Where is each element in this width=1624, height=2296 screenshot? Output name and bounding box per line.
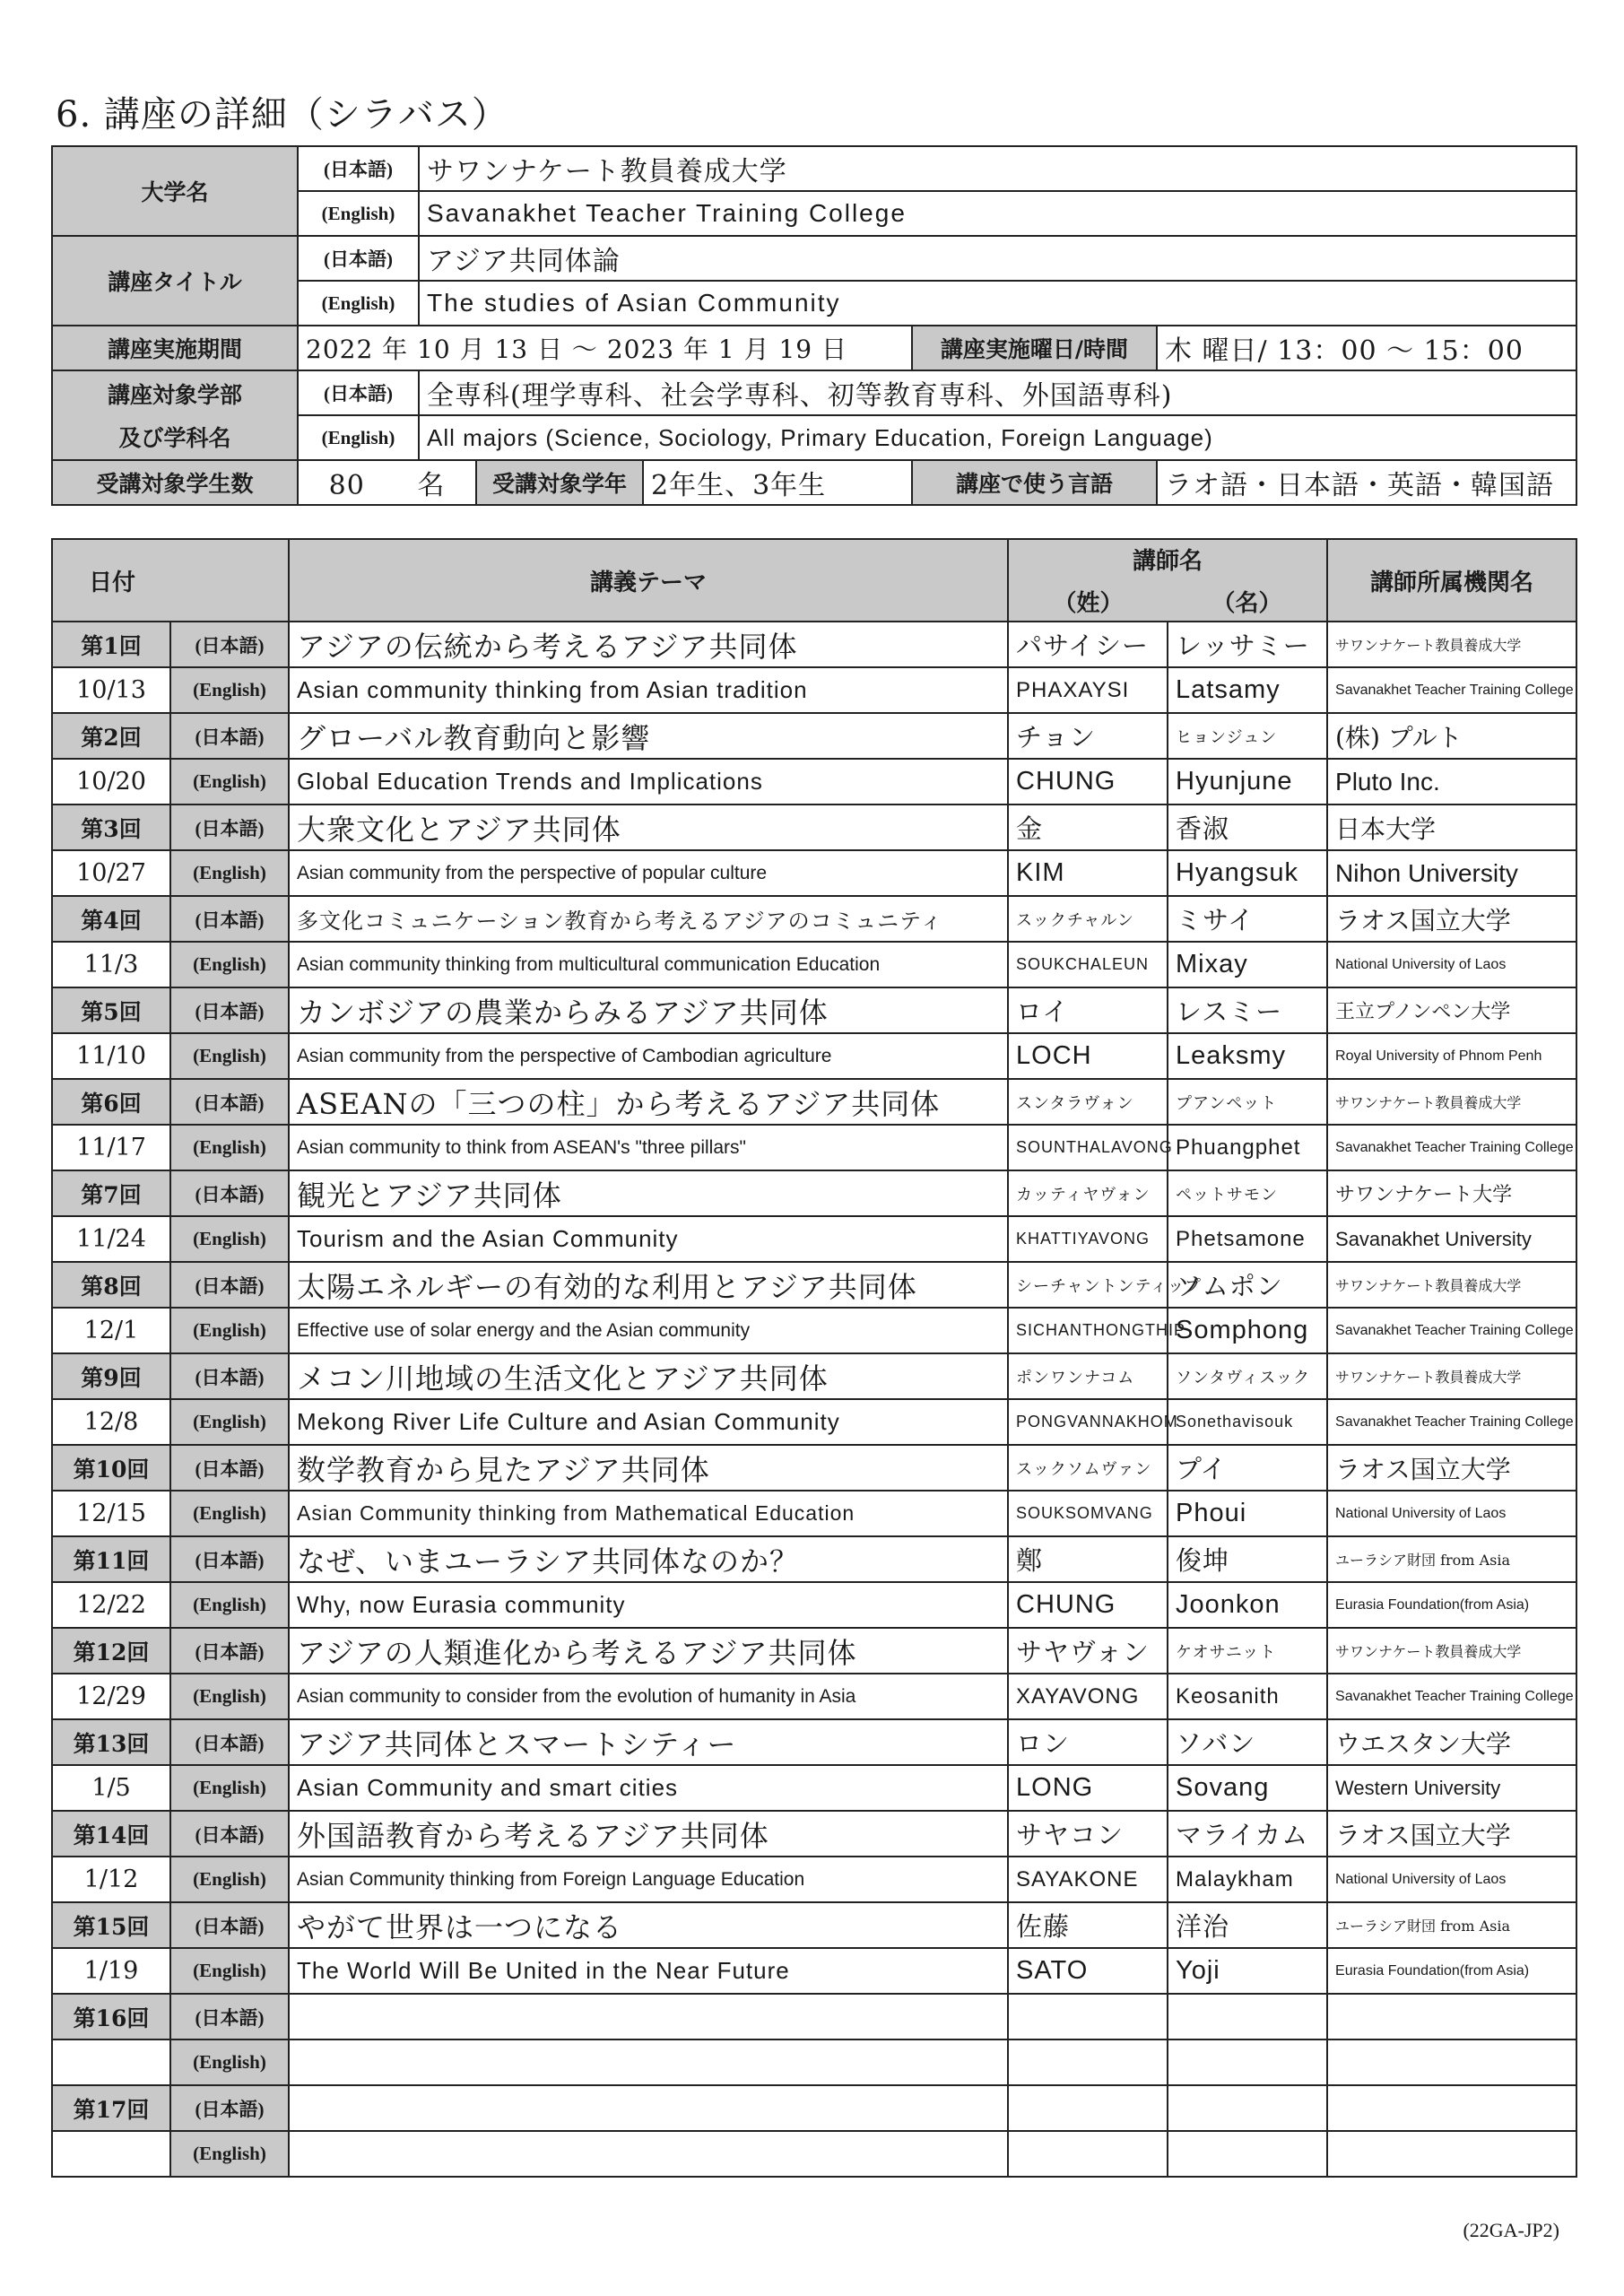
surname-en: CHUNG: [1008, 759, 1168, 804]
en-tag: (English): [170, 2039, 289, 2085]
given-name-ja: ケオサニット: [1168, 1628, 1327, 1674]
session-date: 11/17: [52, 1125, 170, 1170]
surname-ja: パサイシー: [1008, 622, 1168, 667]
ja-tag: (日本語): [170, 987, 289, 1033]
course-title-label: 講座タイトル: [52, 236, 298, 326]
given-name-ja: 洋治: [1168, 1902, 1327, 1948]
university-ja: サワンナケート教員養成大学: [419, 146, 1576, 191]
theme-ja: アジア共同体とスマートシティー: [289, 1719, 1008, 1765]
session-date: 1/19: [52, 1948, 170, 1994]
lecturer-header-title: 講師名: [1133, 548, 1203, 575]
affiliation-en: Savanakhet University: [1327, 1216, 1576, 1262]
session-row-en: [52, 1216, 1576, 1262]
surname-en: LONG: [1008, 1765, 1168, 1811]
session-date: 10/27: [52, 850, 170, 896]
ja-tag: (日本語): [170, 1811, 289, 1857]
session-date: 12/15: [52, 1491, 170, 1536]
session-row-ja: [52, 1445, 1576, 1491]
session-date: [52, 2039, 170, 2085]
affiliation-ja: 王立プノンペン大学: [1327, 987, 1576, 1033]
session-number: 第2回: [52, 713, 170, 759]
session-number: 第15回: [52, 1902, 170, 1948]
dept-label: [52, 370, 298, 460]
given-name-ja: ペットサモン: [1168, 1170, 1327, 1216]
given-name-en: Phuangphet: [1168, 1125, 1327, 1170]
surname-ja: 金: [1008, 804, 1168, 850]
session-number: 第9回: [52, 1353, 170, 1399]
ja-tag: (日本語): [170, 1628, 289, 1674]
session-row-ja: [52, 1536, 1576, 1582]
session-number: 第12回: [52, 1628, 170, 1674]
session-row-en: [52, 759, 1576, 804]
session-number: 第1回: [52, 622, 170, 667]
en-tag: (English): [170, 2131, 289, 2177]
session-number: 第14回: [52, 1811, 170, 1857]
surname-en: LOCH: [1008, 1033, 1168, 1079]
session-row-ja: [52, 1170, 1576, 1216]
session-row-en: [52, 667, 1576, 713]
affiliation-ja: サワンナケート教員養成大学: [1327, 622, 1576, 667]
session-row-en: [52, 1582, 1576, 1628]
university-label: 大学名: [52, 146, 298, 236]
en-tag: (English): [298, 281, 419, 326]
given-name-en: Phetsamone: [1168, 1216, 1327, 1262]
session-row-ja: [52, 987, 1576, 1033]
surname-en: [1008, 2039, 1168, 2085]
affiliation-ja: サワンナケート教員養成大学: [1327, 1353, 1576, 1399]
session-row-en: [52, 2131, 1576, 2177]
en-tag: (English): [170, 1582, 289, 1628]
surname-en: SOUNTHALAVONG: [1008, 1125, 1168, 1170]
ja-tag: (日本語): [298, 370, 419, 415]
surname-en: KIM: [1008, 850, 1168, 896]
given-name-ja: プアンペット: [1168, 1079, 1327, 1125]
theme-ja: 大衆文化とアジア共同体: [289, 804, 1008, 850]
theme-ja: 太陽エネルギーの有効的な利用とアジア共同体: [289, 1262, 1008, 1308]
ja-tag: (日本語): [170, 1994, 289, 2039]
session-row-en: [52, 1033, 1576, 1079]
affiliation-ja: ユーラシア財団 from Asia: [1327, 1902, 1576, 1948]
session-row-en: [52, 1491, 1576, 1536]
surname-en: SAYAKONE: [1008, 1857, 1168, 1902]
theme-ja: 数学教育から見たアジア共同体: [289, 1445, 1008, 1491]
given-name-en: Joonkon: [1168, 1582, 1327, 1628]
surname-ja: 鄭: [1008, 1536, 1168, 1582]
affiliation-ja: ウエスタン大学: [1327, 1719, 1576, 1765]
session-row-ja: [52, 1994, 1576, 2039]
surname-en: SOUKCHALEUN: [1008, 942, 1168, 987]
given-name-ja: [1168, 2085, 1327, 2131]
affiliation-en: Savanakhet Teacher Training College: [1327, 1308, 1576, 1353]
affiliation-en: Nihon University: [1327, 850, 1576, 896]
session-row-ja: [52, 1262, 1576, 1308]
surname-en: CHUNG: [1008, 1582, 1168, 1628]
dept-label-line-2: 及び学科名: [118, 425, 231, 451]
surname-ja: スンタラヴォン: [1008, 1079, 1168, 1125]
ja-tag: (日本語): [170, 622, 289, 667]
ja-tag: (日本語): [298, 146, 419, 191]
theme-en: Asian Community and smart cities: [289, 1765, 1008, 1811]
affiliation-en: Royal University of Phnom Penh: [1327, 1033, 1576, 1079]
given-name-ja: ソンタヴィスック: [1168, 1353, 1327, 1399]
affiliation-en: Savanakhet Teacher Training College: [1327, 1125, 1576, 1170]
surname-ja: カッティヤヴォン: [1008, 1170, 1168, 1216]
en-tag: (English): [170, 1399, 289, 1445]
session-row-ja: [52, 1628, 1576, 1674]
given-name-en: Hyunjune: [1168, 759, 1327, 804]
page-title: 6. 講座の詳細（シラバス）: [56, 94, 508, 135]
theme-en: Why, now Eurasia community: [289, 1582, 1008, 1628]
affiliation-ja: サワンナケート教員養成大学: [1327, 1628, 1576, 1674]
surname-ja: スックソムヴァン: [1008, 1445, 1168, 1491]
year-label: 受講対象学年: [476, 460, 643, 505]
theme-en: Effective use of solar energy and the Asian community: [289, 1308, 1008, 1353]
ja-tag: (日本語): [170, 1902, 289, 1948]
en-tag: (English): [170, 1125, 289, 1170]
students-unit: 名: [417, 470, 446, 501]
surname-ja: シーチャントンティップ: [1008, 1262, 1168, 1308]
surname-en: XAYAVONG: [1008, 1674, 1168, 1719]
theme-en: [289, 2131, 1008, 2177]
given-name-en: Somphong: [1168, 1308, 1327, 1353]
day-time-value: 木 曜日/ 13：00 ～ 15：00: [1157, 326, 1576, 370]
affiliation-en: Pluto Inc.: [1327, 759, 1576, 804]
session-number: 第11回: [52, 1536, 170, 1582]
session-row-en: [52, 1765, 1576, 1811]
given-name-en: [1168, 2131, 1327, 2177]
en-tag: (English): [170, 1033, 289, 1079]
ja-tag: (日本語): [170, 804, 289, 850]
en-tag: (English): [170, 1674, 289, 1719]
affiliation-header: 講師所属機関名: [1327, 539, 1576, 622]
en-tag: (English): [170, 759, 289, 804]
given-name-en: Yoji: [1168, 1948, 1327, 1994]
given-name-ja: プイ: [1168, 1445, 1327, 1491]
en-tag: (English): [170, 1216, 289, 1262]
ja-tag: (日本語): [170, 2085, 289, 2131]
surname-en: SATO: [1008, 1948, 1168, 1994]
ja-tag: (日本語): [170, 1536, 289, 1582]
session-row-en: [52, 1674, 1576, 1719]
ja-tag: (日本語): [170, 1719, 289, 1765]
affiliation-en: Eurasia Foundation(from Asia): [1327, 1582, 1576, 1628]
given-name-ja: [1168, 1994, 1327, 2039]
session-number: 第4回: [52, 896, 170, 942]
en-tag: (English): [170, 667, 289, 713]
session-date: 11/3: [52, 942, 170, 987]
affiliation-en: Savanakhet Teacher Training College: [1327, 1399, 1576, 1445]
affiliation-ja: ラオス国立大学: [1327, 1811, 1576, 1857]
session-date: 10/20: [52, 759, 170, 804]
document-code: (22GA-JP2): [1463, 2219, 1559, 2241]
affiliation-ja: サワンナケート教員養成大学: [1327, 1262, 1576, 1308]
affiliation-ja: ユーラシア財団 from Asia: [1327, 1536, 1576, 1582]
session-number: 第13回: [52, 1719, 170, 1765]
surname-en: SOUKSOMVANG: [1008, 1491, 1168, 1536]
session-row-ja: [52, 1353, 1576, 1399]
lecturer-header: [1008, 539, 1327, 622]
ja-tag: (日本語): [170, 1079, 289, 1125]
theme-en: Asian community thinking from multicultural communication Education: [289, 942, 1008, 987]
language-value: ラオ語・日本語・英語・韓国語: [1157, 460, 1576, 505]
students-value: 80: [328, 470, 365, 501]
session-date: 11/24: [52, 1216, 170, 1262]
theme-ja: 多文化コミュニケーション教育から考えるアジアのコミュニティ: [289, 896, 1008, 942]
students-count-cell: [298, 460, 476, 505]
theme-ja: なぜ、いまユーラシア共同体なのか？: [289, 1536, 1008, 1582]
students-label: 受講対象学生数: [52, 460, 298, 505]
theme-ja: メコン川地域の生活文化とアジア共同体: [289, 1353, 1008, 1399]
affiliation-en: Western University: [1327, 1765, 1576, 1811]
en-tag: (English): [298, 191, 419, 236]
given-name-en: Sonethavisouk: [1168, 1399, 1327, 1445]
theme-ja: アジアの人類進化から考えるアジア共同体: [289, 1628, 1008, 1674]
session-number: 第6回: [52, 1079, 170, 1125]
session-date: 12/8: [52, 1399, 170, 1445]
theme-en: [289, 2039, 1008, 2085]
session-number: 第5回: [52, 987, 170, 1033]
session-row-en: [52, 1308, 1576, 1353]
theme-en: Global Education Trends and Implications: [289, 759, 1008, 804]
day-time-label: 講座実施曜日/時間: [912, 326, 1157, 370]
session-number: 第16回: [52, 1994, 170, 2039]
affiliation-en: National University of Laos: [1327, 942, 1576, 987]
theme-en: Mekong River Life Culture and Asian Community: [289, 1399, 1008, 1445]
theme-en: Asian Community thinking from Mathematical Education: [289, 1491, 1008, 1536]
session-row-ja: [52, 1811, 1576, 1857]
theme-en: Asian community thinking from Asian tradition: [289, 667, 1008, 713]
session-row-ja: [52, 2085, 1576, 2131]
session-row-en: [52, 1125, 1576, 1170]
session-row-ja: [52, 713, 1576, 759]
theme-ja: カンボジアの農業からみるアジア共同体: [289, 987, 1008, 1033]
ja-tag: (日本語): [170, 1445, 289, 1491]
given-name-ja: 香淑: [1168, 804, 1327, 850]
given-name-en: [1168, 2039, 1327, 2085]
affiliation-ja: (株) プルト: [1327, 713, 1576, 759]
ja-tag: (日本語): [298, 236, 419, 281]
surname-ja: ポンワンナコム: [1008, 1353, 1168, 1399]
session-row-en: [52, 942, 1576, 987]
given-name-en: Leaksmy: [1168, 1033, 1327, 1079]
session-date: 10/13: [52, 667, 170, 713]
session-date: [52, 2131, 170, 2177]
given-name-ja: ミサイ: [1168, 896, 1327, 942]
surname-ja: ロイ: [1008, 987, 1168, 1033]
surname-ja: [1008, 1994, 1168, 2039]
ja-tag: (日本語): [170, 713, 289, 759]
surname-ja: 佐藤: [1008, 1902, 1168, 1948]
session-number: 第8回: [52, 1262, 170, 1308]
session-date: 12/1: [52, 1308, 170, 1353]
theme-en: Asian community from the perspective of popular culture: [289, 850, 1008, 896]
session-row-en: [52, 850, 1576, 896]
session-row-ja: [52, 622, 1576, 667]
course-info-table: [51, 145, 1577, 506]
given-name-en: Hyangsuk: [1168, 850, 1327, 896]
theme-ja: やがて世界は一つになる: [289, 1902, 1008, 1948]
affiliation-en: Savanakhet Teacher Training College: [1327, 1674, 1576, 1719]
given-name-ja: ソムポン: [1168, 1262, 1327, 1308]
affiliation-en: National University of Laos: [1327, 1491, 1576, 1536]
affiliation-ja: サワンナケート教員養成大学: [1327, 1079, 1576, 1125]
affiliation-en: National University of Laos: [1327, 1857, 1576, 1902]
theme-header: 講義テーマ: [289, 539, 1008, 622]
en-tag: (English): [298, 415, 419, 460]
session-date: 11/10: [52, 1033, 170, 1079]
theme-en: Tourism and the Asian Community: [289, 1216, 1008, 1262]
course-title-en: The studies of Asian Community: [419, 281, 1576, 326]
affiliation-ja: ラオス国立大学: [1327, 896, 1576, 942]
surname-en: SICHANTHONGTHIP: [1008, 1308, 1168, 1353]
theme-ja: [289, 1994, 1008, 2039]
affiliation-ja: ラオス国立大学: [1327, 1445, 1576, 1491]
ja-tag: (日本語): [170, 1170, 289, 1216]
theme-en: Asian community to think from ASEAN's "three pillars": [289, 1125, 1008, 1170]
session-date: 1/12: [52, 1857, 170, 1902]
en-tag: (English): [170, 1765, 289, 1811]
session-row-ja: [52, 804, 1576, 850]
surname-ja: サヤコン: [1008, 1811, 1168, 1857]
en-tag: (English): [170, 1857, 289, 1902]
given-name-ja: ソバン: [1168, 1719, 1327, 1765]
session-number: 第10回: [52, 1445, 170, 1491]
theme-ja: [289, 2085, 1008, 2131]
session-number: 第17回: [52, 2085, 170, 2131]
en-tag: (English): [170, 942, 289, 987]
affiliation-en: Eurasia Foundation(from Asia): [1327, 1948, 1576, 1994]
session-row-en: [52, 1948, 1576, 1994]
session-date: 1/5: [52, 1765, 170, 1811]
surname-en: [1008, 2131, 1168, 2177]
session-row-ja: [52, 1719, 1576, 1765]
affiliation-en: Savanakhet Teacher Training College: [1327, 667, 1576, 713]
surname-header: （姓）: [1053, 590, 1124, 617]
ja-tag: (日本語): [170, 896, 289, 942]
theme-ja: ASEANの「三つの柱」から考えるアジア共同体: [289, 1079, 1008, 1125]
surname-en: PONGVANNAKHOM: [1008, 1399, 1168, 1445]
university-en: Savanakhet Teacher Training College: [419, 191, 1576, 236]
given-name-header: （名）: [1211, 590, 1282, 617]
affiliation-ja: [1327, 1994, 1576, 2039]
session-row-en: [52, 1399, 1576, 1445]
given-name-ja: レスミー: [1168, 987, 1327, 1033]
affiliation-en: [1327, 2131, 1576, 2177]
affiliation-en: [1327, 2039, 1576, 2085]
session-date: 12/22: [52, 1582, 170, 1628]
en-tag: (English): [170, 850, 289, 896]
given-name-en: Phoui: [1168, 1491, 1327, 1536]
surname-ja: チョン: [1008, 713, 1168, 759]
theme-en: The World Will Be United in the Near Future: [289, 1948, 1008, 1994]
session-row-ja: [52, 1902, 1576, 1948]
given-name-ja: 俊坤: [1168, 1536, 1327, 1582]
given-name-ja: ヒョンジュン: [1168, 713, 1327, 759]
given-name-en: Latsamy: [1168, 667, 1327, 713]
surname-en: KHATTIYAVONG: [1008, 1216, 1168, 1262]
language-label: 講座で使う言語: [912, 460, 1157, 505]
given-name-en: Sovang: [1168, 1765, 1327, 1811]
dept-en: All majors (Science, Sociology, Primary Education, Foreign Language): [419, 415, 1576, 460]
session-number: 第7回: [52, 1170, 170, 1216]
session-row-ja: [52, 1079, 1576, 1125]
surname-ja: サヤヴォン: [1008, 1628, 1168, 1674]
surname-ja: [1008, 2085, 1168, 2131]
en-tag: (English): [170, 1491, 289, 1536]
given-name-ja: レッサミー: [1168, 622, 1327, 667]
course-title-ja: アジア共同体論: [419, 236, 1576, 281]
theme-ja: 観光とアジア共同体: [289, 1170, 1008, 1216]
affiliation-ja: [1327, 2085, 1576, 2131]
period-value: 2022 年 10 月 13 日 ～ 2023 年 1 月 19 日: [298, 326, 912, 370]
theme-en: Asian community to consider from the evolution of humanity in Asia: [289, 1674, 1008, 1719]
dept-ja: 全専科(理学専科、社会学専科、初等教育専科、外国語専科): [419, 370, 1576, 415]
en-tag: (English): [170, 1948, 289, 1994]
affiliation-ja: 日本大学: [1327, 804, 1576, 850]
dept-label-line-1: 講座対象学部: [107, 382, 242, 408]
theme-ja: アジアの伝統から考えるアジア共同体: [289, 622, 1008, 667]
given-name-ja: マライカム: [1168, 1811, 1327, 1857]
given-name-en: Keosanith: [1168, 1674, 1327, 1719]
surname-en: PHAXAYSI: [1008, 667, 1168, 713]
session-row-ja: [52, 896, 1576, 942]
given-name-en: Mixay: [1168, 942, 1327, 987]
ja-tag: (日本語): [170, 1353, 289, 1399]
period-label: 講座実施期間: [52, 326, 298, 370]
affiliation-ja: サワンナケート大学: [1327, 1170, 1576, 1216]
ja-tag: (日本語): [170, 1262, 289, 1308]
surname-ja: スックチャルン: [1008, 896, 1168, 942]
theme-ja: 外国語教育から考えるアジア共同体: [289, 1811, 1008, 1857]
schedule-table: [51, 538, 1577, 2178]
theme-en: Asian Community thinking from Foreign Language Education: [289, 1857, 1008, 1902]
year-value: 2年生、3年生: [643, 460, 912, 505]
given-name-en: Malaykham: [1168, 1857, 1327, 1902]
session-row-en: [52, 1857, 1576, 1902]
session-date: 12/29: [52, 1674, 170, 1719]
date-header: 日付: [52, 539, 289, 622]
theme-en: Asian community from the perspective of Cambodian agriculture: [289, 1033, 1008, 1079]
session-number: 第3回: [52, 804, 170, 850]
en-tag: (English): [170, 1308, 289, 1353]
theme-ja: グローバル教育動向と影響: [289, 713, 1008, 759]
session-row-en: [52, 2039, 1576, 2085]
surname-ja: ロン: [1008, 1719, 1168, 1765]
